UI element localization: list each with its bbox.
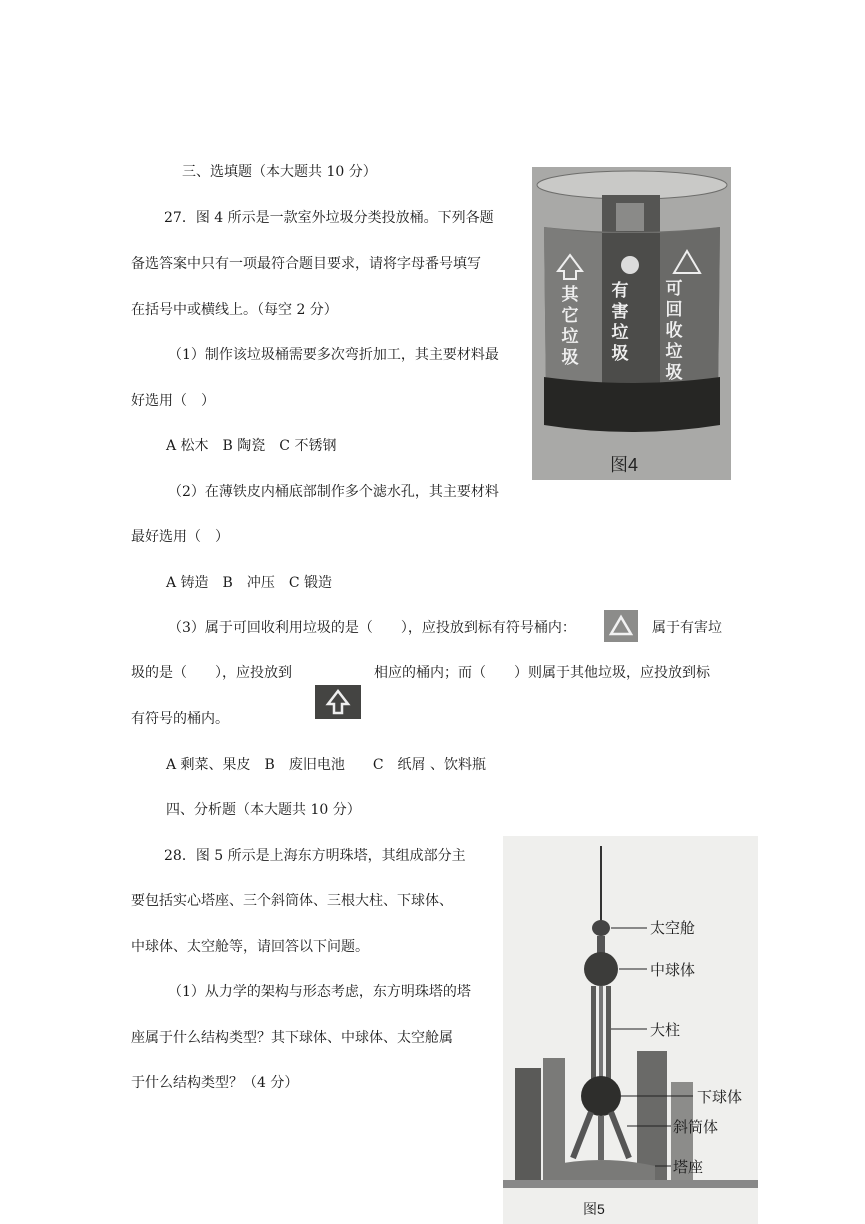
bin-label-harmful-char: 圾	[611, 344, 629, 364]
q28-part1-line3: 于什么结构类型？（4 分）	[131, 1075, 299, 1091]
bin-label-recyclable-char: 可	[665, 279, 683, 299]
label-slant-tube: 斜筒体	[673, 1118, 719, 1136]
bin-label-harmful-char: 垃	[611, 323, 629, 343]
q27-part3-line1b: 属于有害垃	[652, 620, 722, 636]
bin-label-recyclable-char: 垃	[665, 342, 683, 362]
bin-label-harmful-char: 害	[611, 302, 629, 322]
bin-label-harmful-char: 有	[611, 281, 629, 301]
q27-part1-options: A 松木 B 陶瓷 C 不锈钢	[166, 438, 337, 454]
q27-part3-line3: 有符号的桶内。	[131, 711, 229, 727]
figure-5-caption: 图5	[583, 1201, 605, 1217]
q27-part3-line1a: （3）属于可回收利用垃圾的是（ ），应投放到标有符号桶内：	[168, 620, 576, 636]
q27-part2-options: A 铸造 B 冲压 C 锻造	[166, 575, 333, 591]
q27-part2-line1: （2）在薄铁皮内桶底部制作多个滤水孔，其主要材料	[168, 484, 499, 500]
q27-part3-line2a: 圾的是（ ），应投放到	[131, 665, 292, 681]
figure-4-trash-bin	[532, 167, 731, 480]
q27-line1: 27．图 4 所示是一款室外垃圾分类投放桶。下列各题	[164, 210, 494, 226]
label-base: 塔座	[673, 1158, 704, 1176]
q27-part3-options: A 剩菜、果皮 B 废旧电池 C 纸屑 、饮料瓶	[166, 757, 487, 773]
q27-part1-line1: （1）制作该垃圾桶需要多次弯折加工，其主要材料最	[168, 347, 499, 363]
label-space-capsule: 太空舱	[650, 919, 696, 937]
bin-label-other-char: 垃	[561, 327, 579, 347]
bin-label-recyclable-char: 收	[665, 321, 683, 341]
bin-label-other	[558, 285, 582, 369]
q27-line2: 备选答案中只有一项最符合题目要求，请将字母番号填写	[131, 256, 481, 272]
q28-line2: 要包括实心塔座、三个斜筒体、三根大柱、下球体、	[131, 893, 453, 909]
figure-5-pearl-tower	[503, 836, 758, 1224]
label-low-sphere: 下球体	[697, 1088, 743, 1106]
bin-label-other-char: 它	[561, 306, 579, 326]
figure-4-caption: 图4	[610, 455, 639, 475]
q27-part1-line2: 好选用（ ）	[131, 393, 215, 409]
bin-label-harmful	[608, 281, 632, 365]
q28-line3: 中球体、太空舱等，请回答以下问题。	[131, 939, 369, 955]
q27-part3-line2b: 相应的桶内；而（ ）则属于其他垃圾，应投放到标	[374, 665, 710, 681]
section3-heading: 三、选填题（本大题共 10 分）	[182, 164, 377, 180]
label-column: 大柱	[650, 1021, 681, 1039]
q27-line3: 在括号中或横线上。（每空 2 分）	[131, 302, 338, 318]
q28-part1-line1: （1）从力学的架构与形态考虑，东方明珠塔的塔	[168, 984, 471, 1000]
bin-label-recyclable-char: 回	[665, 300, 683, 320]
q27-part2-line2: 最好选用（ ）	[131, 529, 229, 545]
bin-label-recyclable	[662, 279, 686, 384]
other-waste-icon	[315, 685, 361, 719]
section4-heading: 四、分析题（本大题共 10 分）	[166, 802, 361, 818]
bin-label-other-char: 其	[561, 285, 579, 305]
q28-part1-line2: 座属于什么结构类型？其下球体、中球体、太空舱属	[131, 1030, 453, 1046]
recycle-triangle-icon	[604, 610, 638, 642]
bin-label-recyclable-char: 圾	[665, 363, 683, 383]
bin-label-other-char: 圾	[561, 348, 579, 368]
label-mid-sphere: 中球体	[650, 961, 696, 979]
q28-line1: 28．图 5 所示是上海东方明珠塔，其组成部分主	[164, 848, 466, 864]
